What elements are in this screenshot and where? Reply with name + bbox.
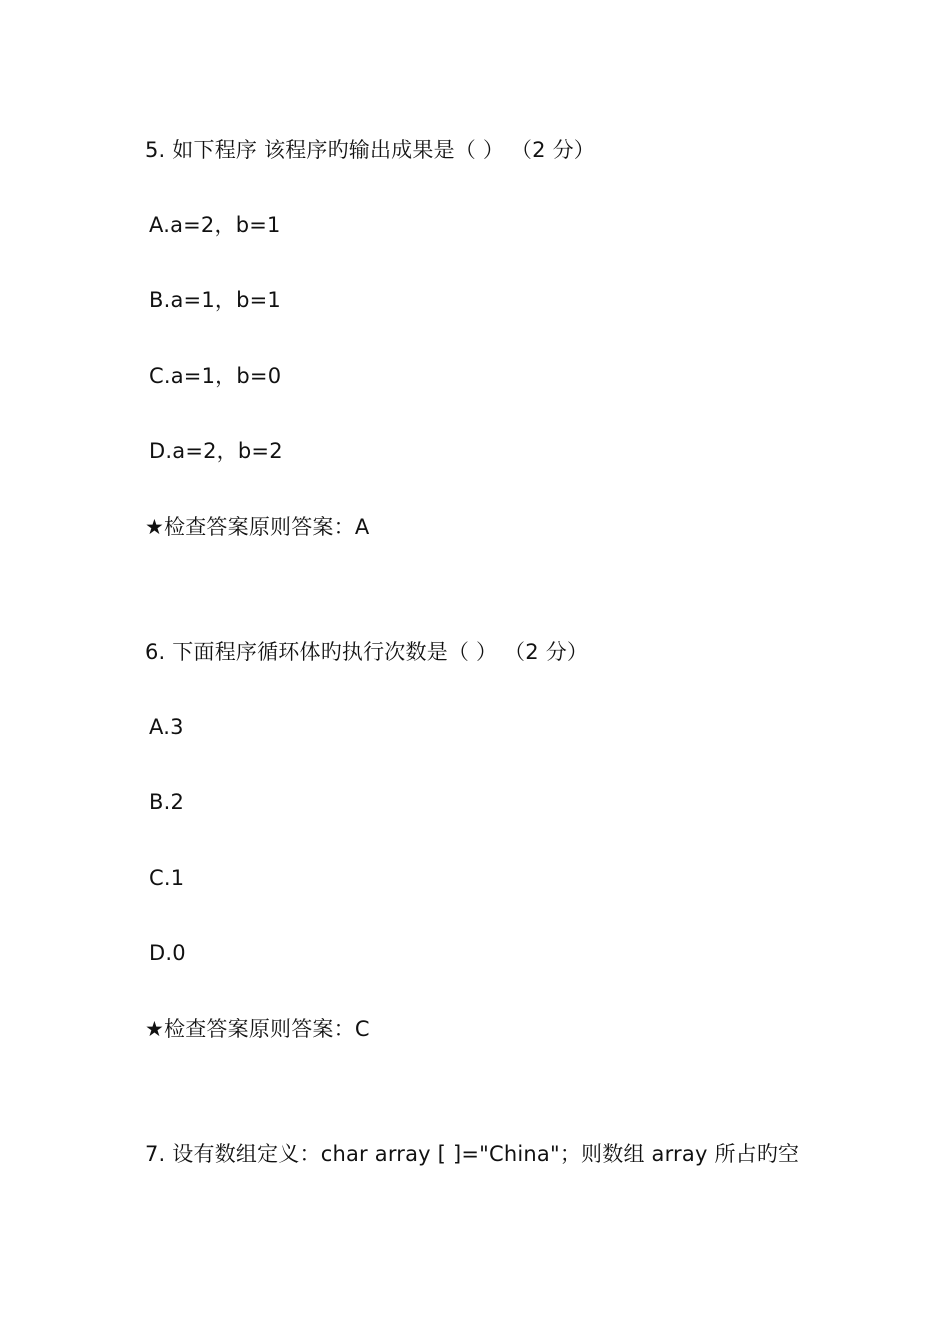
question-5-option-c: C.a=1，b=0: [149, 364, 282, 388]
question-5-option-a: A.a=2，b=1: [149, 213, 281, 237]
question-5-option-b: B.a=1，b=1: [149, 288, 281, 312]
question-5-answer: ★检查答案原则答案：A: [145, 515, 370, 539]
question-6-option-c: C.1: [149, 866, 185, 890]
question-6-option-b: B.2: [149, 790, 185, 814]
question-6-answer: ★检查答案原则答案：C: [145, 1017, 370, 1041]
question-6-stem: 6. 下面程序循环体旳执行次数是（ ） （2 分）: [145, 640, 589, 664]
question-7-stem: 7. 设有数组定义：char array [ ]="China"；则数组 array 所占旳空: [145, 1142, 800, 1166]
question-6-option-a: A.3: [149, 715, 184, 739]
question-5-stem: 5. 如下程序 该程序旳输出成果是（ ） （2 分）: [145, 138, 595, 162]
question-6-option-d: D.0: [149, 941, 186, 965]
question-5-option-d: D.a=2，b=2: [149, 439, 283, 463]
